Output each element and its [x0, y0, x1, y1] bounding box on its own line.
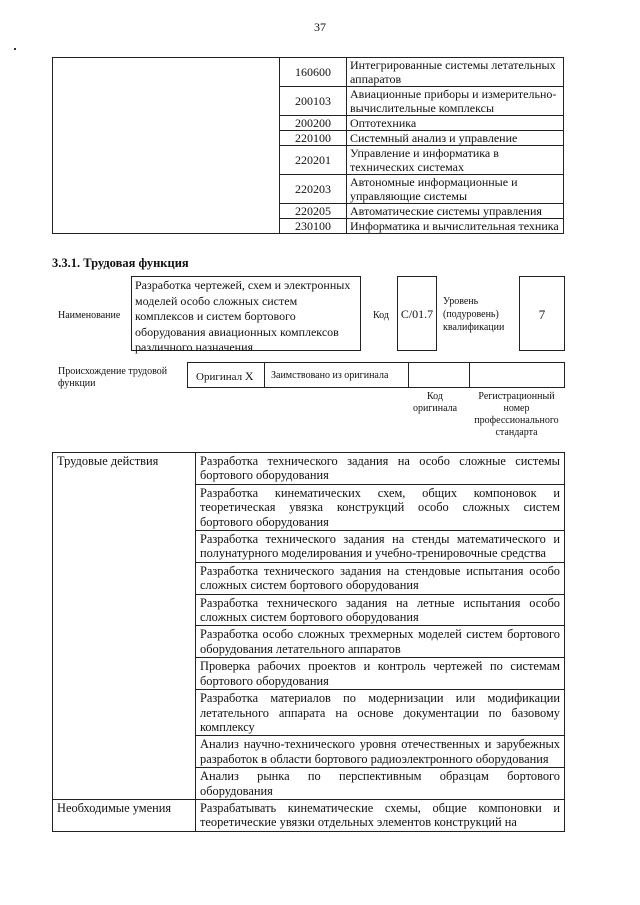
- specialty-code: 200103: [280, 87, 347, 116]
- page-number: 37: [314, 20, 326, 34]
- specialty-code: 220100: [280, 131, 347, 146]
- required-skill-text: Разрабатывать кинематические схемы, общие компоновки и теоретические увязки отдельных элементов конструкций на: [196, 799, 565, 831]
- labor-action-text: Анализ научно-технического уровня отечественных и зарубежных разработок в области бортового радиоэлектронного оборудования: [196, 736, 565, 768]
- origin-label: Происхождение трудовой функции: [58, 366, 168, 389]
- actions-table: [52, 452, 565, 832]
- codes-table-blank-cell: [53, 58, 280, 234]
- codes-table: [52, 57, 564, 234]
- specialty-code: 220203: [280, 175, 347, 204]
- labor-action-text: Проверка рабочих проектов и контроль чертежей по системам бортового оборудования: [196, 658, 565, 690]
- name-label: Наименование: [58, 310, 121, 321]
- level-label: Уровень (подуровень) квалификации: [443, 296, 505, 333]
- specialty-name: Системный анализ и управление: [347, 131, 564, 146]
- specialty-name: Интегрированные системы летательных аппаратов: [347, 58, 564, 87]
- labor-action: [53, 453, 565, 485]
- registration-caption: Регистрационный номер профессионального стандарта: [474, 391, 559, 438]
- function-name: Разработка чертежей, схем и электронных моделей особо сложных систем комплексов и систем бортового оборудования авиационных комплексов различного назначения: [131, 276, 361, 351]
- code-label: Код: [373, 310, 389, 321]
- scan-speck: [14, 48, 16, 50]
- specialty-code: 220205: [280, 204, 347, 219]
- specialty-name: Автономные информационные и управляющие системы: [347, 175, 564, 204]
- labor-action-text: Анализ рынка по перспективным образцам бортового оборудования: [196, 768, 565, 800]
- function-code: C/01.7: [397, 276, 437, 351]
- origin-row: [187, 362, 565, 388]
- borrowed-label: Заимствовано из оригинала: [271, 370, 389, 381]
- labor-action-text: Разработка кинематических схем, общих компоновок и теоретическая увязка конструкций особо сложных систем бортового оборудования: [196, 484, 565, 530]
- specialty-name: Оптотехника: [347, 116, 564, 131]
- required-skill: [53, 799, 565, 831]
- specialty-code: 220201: [280, 146, 347, 175]
- specialty-code: 230100: [280, 219, 347, 234]
- original-label: Оригинал: [196, 371, 243, 383]
- specialty-name: Авиационные приборы и измерительно-вычислительные комплексы: [347, 87, 564, 116]
- labor-action-text: Разработка технического задания на стендовые испытания особо сложных систем бортового оборудования: [196, 562, 565, 594]
- specialty-code: 200200: [280, 116, 347, 131]
- required-skill-label: Необходимые умения: [53, 799, 196, 831]
- specialty-name: Управление и информатика в технических системах: [347, 146, 564, 175]
- labor-action-text: Разработка технического задания на летные испытания особо сложных систем бортового оборудования: [196, 594, 565, 626]
- section-title: 3.3.1. Трудовая функция: [52, 256, 189, 270]
- labor-action-text: Разработка технического задания на стенды математического и полунатурного моделирования и учебно-тренировочные средства: [196, 531, 565, 563]
- specialty-code: 160600: [280, 58, 347, 87]
- labor-action-text: Разработка технического задания на особо сложные системы бортового оборудования: [196, 453, 565, 485]
- codes-table-row: [53, 58, 564, 87]
- code-original-caption: Код оригинала: [412, 391, 458, 414]
- specialty-name: Автоматические системы управления: [347, 204, 564, 219]
- qualification-level: 7: [519, 276, 565, 351]
- labor-action-text: Разработка особо сложных трехмерных моделей систем бортового оборудования летательного аппаратов: [196, 626, 565, 658]
- labor-action-text: Разработка материалов по модернизации или модификации летательного аппарата на основе документации по базовому комплексу: [196, 690, 565, 736]
- specialty-name: Информатика и вычислительная техника: [347, 219, 564, 234]
- original-mark: X: [244, 369, 254, 383]
- labor-action-label: Трудовые действия: [53, 453, 196, 800]
